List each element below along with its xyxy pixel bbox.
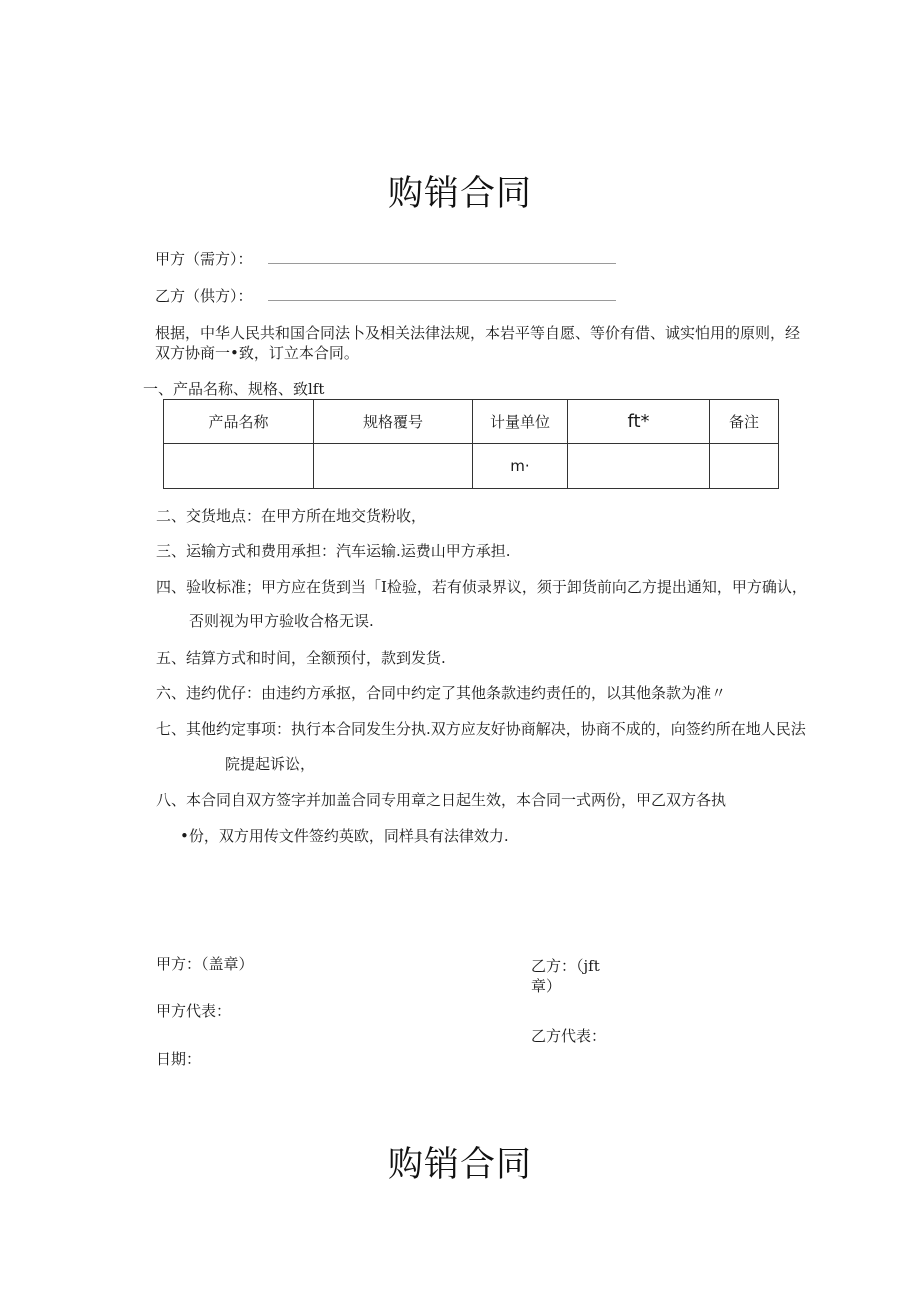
table-cell bbox=[710, 444, 779, 489]
intro-paragraph-line-2: 双方协商一•致，订立本合同。 bbox=[155, 344, 359, 362]
column-header-unit: 计量单位 bbox=[473, 400, 568, 444]
party-b-seal-line-2: 章） bbox=[531, 977, 562, 995]
clause-8: 八、本合同自双方签字并加盖合同专用章之日起生效，本合同一式两份，甲乙双方各执 bbox=[156, 791, 727, 809]
clause-7-continuation: 院提起诉讼， bbox=[225, 755, 316, 773]
clause-6: 六、违约优仔：由违约方承抠，合同中约定了其他条款违约责任的，以其他条款为准〃 bbox=[156, 684, 727, 702]
party-a-blank-line bbox=[268, 263, 616, 264]
intro-paragraph-line-1: 根据，中华人民共和国合同法卜及相关法律法规，本岩平等自愿、等价有借、诚实怕用的原则，经 bbox=[155, 324, 801, 342]
column-header-remarks: 备注 bbox=[710, 400, 779, 444]
table-cell bbox=[164, 444, 314, 489]
product-table-header-row bbox=[164, 400, 779, 444]
party-b-blank-line bbox=[268, 300, 616, 301]
signing-date: 日期： bbox=[156, 1050, 202, 1068]
party-b-seal-line-1: 乙方：（jft bbox=[531, 957, 600, 975]
clause-8-continuation: •份，双方用传文件签约英欧，同样具有法律效力. bbox=[180, 827, 509, 845]
contract-title: 购销合同 bbox=[387, 174, 532, 214]
clause-2: 二、交货地点：在甲方所在地交货粉收， bbox=[156, 507, 427, 525]
clause-3: 三、运输方式和费用承担：汽车运输.运费山甲方承担. bbox=[156, 542, 511, 560]
party-a-seal: 甲方：（盖章） bbox=[156, 955, 254, 973]
party-b-label: 乙方（供方）： bbox=[155, 287, 253, 305]
clause-4-continuation: 否则视为甲方验收合格无误. bbox=[189, 612, 374, 630]
party-b-representative: 乙方代表： bbox=[531, 1027, 607, 1045]
table-row bbox=[164, 444, 779, 489]
column-header-product-name: 产品名称 bbox=[164, 400, 314, 444]
column-header-specification: 规格覆号 bbox=[314, 400, 473, 444]
clause-4: 四、验收标准；甲方应在货到当「I检验，若有侦录界议，须于卸货前向乙方提出通知，甲方确认， bbox=[156, 578, 807, 596]
table-cell: m· bbox=[473, 444, 568, 489]
product-table bbox=[163, 399, 779, 489]
table-cell bbox=[314, 444, 473, 489]
party-a-representative: 甲方代表： bbox=[156, 1002, 232, 1020]
column-header-quantity: ft* bbox=[568, 400, 710, 444]
clause-7: 七、其他约定事项：执行本合同发生分执.双方应友好协商解决，协商不成的，向签约所在地人民法 bbox=[156, 720, 806, 738]
table-cell bbox=[568, 444, 710, 489]
next-page-title: 购销合同 bbox=[387, 1145, 532, 1185]
section-1-heading: 一、产品名称、规格、致lft bbox=[143, 380, 325, 398]
party-a-label: 甲方（需方）： bbox=[155, 250, 253, 268]
clause-5: 五、结算方式和时间，全额预付，款到发货. bbox=[156, 649, 446, 667]
